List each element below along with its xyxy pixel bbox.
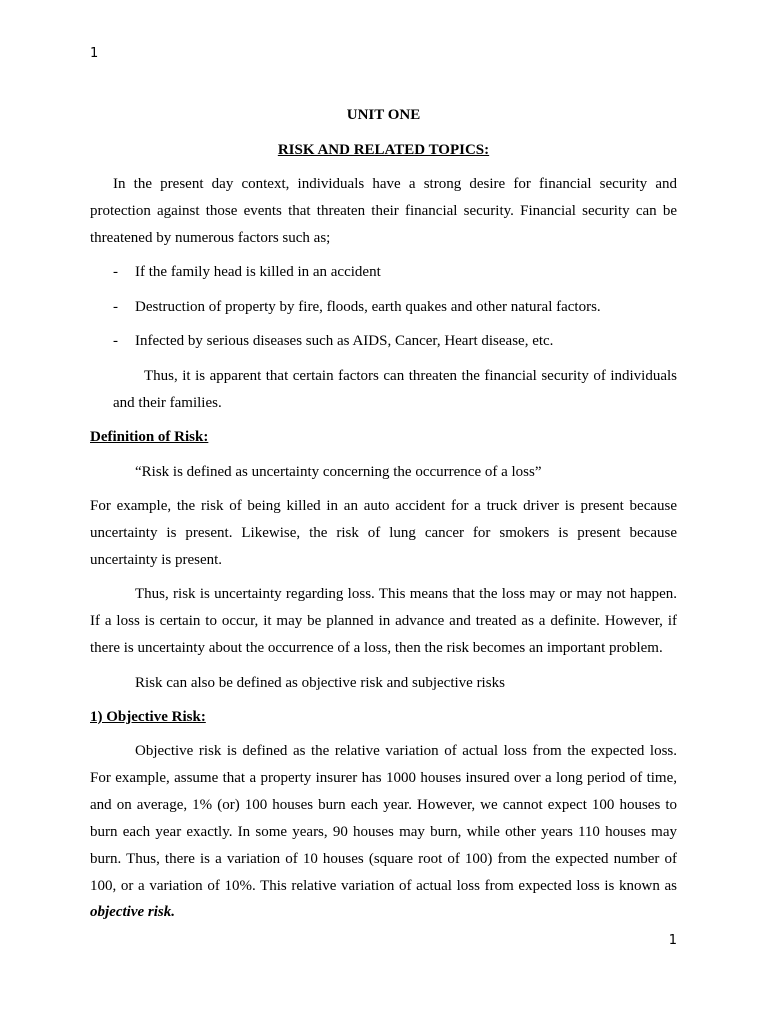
intro-line: In the present day context, individuals have a strong desire for financial security and: [113, 176, 677, 192]
objective-line: Objective risk is defined as the relative variation of actual loss from the expected loss.: [135, 743, 677, 759]
conclusion-line: Thus, it is apparent that certain factors can threaten the financial security of individuals: [144, 368, 677, 384]
objective-line: For example, assume that a property insurer has 1000 houses insured over a long period of time,: [90, 770, 677, 786]
section-title: RISK AND RELATED TOPICS:: [277, 142, 490, 158]
objective-line: 100, or a variation of 10%. This relative variation of actual loss from expected loss is known as: [90, 878, 677, 894]
example-line: uncertainty is present.: [90, 552, 223, 568]
objective-line: and on average, 1% (or) 100 houses burn each year. However, we cannot expect 100 houses to: [90, 797, 677, 813]
objective-risk-heading: 1) Objective Risk:: [90, 709, 206, 725]
section-title-wrapper: [90, 137, 677, 164]
footer-page-number: 1: [668, 933, 677, 948]
definition-quote: “Risk is defined as uncertainty concerning the occurrence of a loss”: [135, 464, 542, 480]
example-line: uncertainty is present. Likewise, the risk of lung cancer for smokers is present because: [90, 525, 677, 541]
intro-line: protection against those events that threaten their financial security. Financial security can be: [90, 203, 677, 219]
objective-heading-wrapper: [90, 704, 206, 731]
list-marker: -: [113, 333, 118, 349]
list-item-text: Infected by serious diseases such as AIDS, Cancer, Heart disease, etc.: [135, 333, 554, 349]
list-item-text: Destruction of property by fire, floods, earth quakes and other natural factors.: [135, 299, 601, 315]
list-marker: -: [113, 299, 118, 315]
explanation-line: If a loss is certain to occur, it may be planned in advance and treated as a definite. However, if: [90, 613, 677, 629]
types-intro: Risk can also be defined as objective risk and subjective risks: [135, 675, 505, 691]
explanation-line: Thus, risk is uncertainty regarding loss. This means that the loss may or may not happen.: [135, 586, 677, 602]
objective-line: burn each year exactly. In some years, 90 houses may burn, while other years 110 houses may: [90, 824, 677, 840]
example-line: For example, the risk of being killed in an auto accident for a truck driver is present because: [90, 498, 677, 514]
header-page-number: 1: [90, 46, 99, 61]
unit-title: UNIT ONE: [346, 107, 421, 123]
definition-heading-wrapper: [90, 424, 208, 451]
list-item-text: If the family head is killed in an accident: [135, 264, 381, 280]
conclusion-line: and their families.: [113, 395, 222, 411]
objective-line: burn. Thus, there is a variation of 10 houses (square root of 100) from the expected number of: [90, 851, 677, 867]
definition-heading: Definition of Risk:: [90, 429, 209, 445]
explanation-line: there is uncertainty about the occurrence of a loss, then the risk becomes an important problem.: [90, 640, 663, 656]
list-marker: -: [113, 264, 118, 280]
intro-line: threatened by numerous factors such as;: [90, 230, 331, 246]
objective-risk-term: objective risk.: [90, 904, 175, 920]
